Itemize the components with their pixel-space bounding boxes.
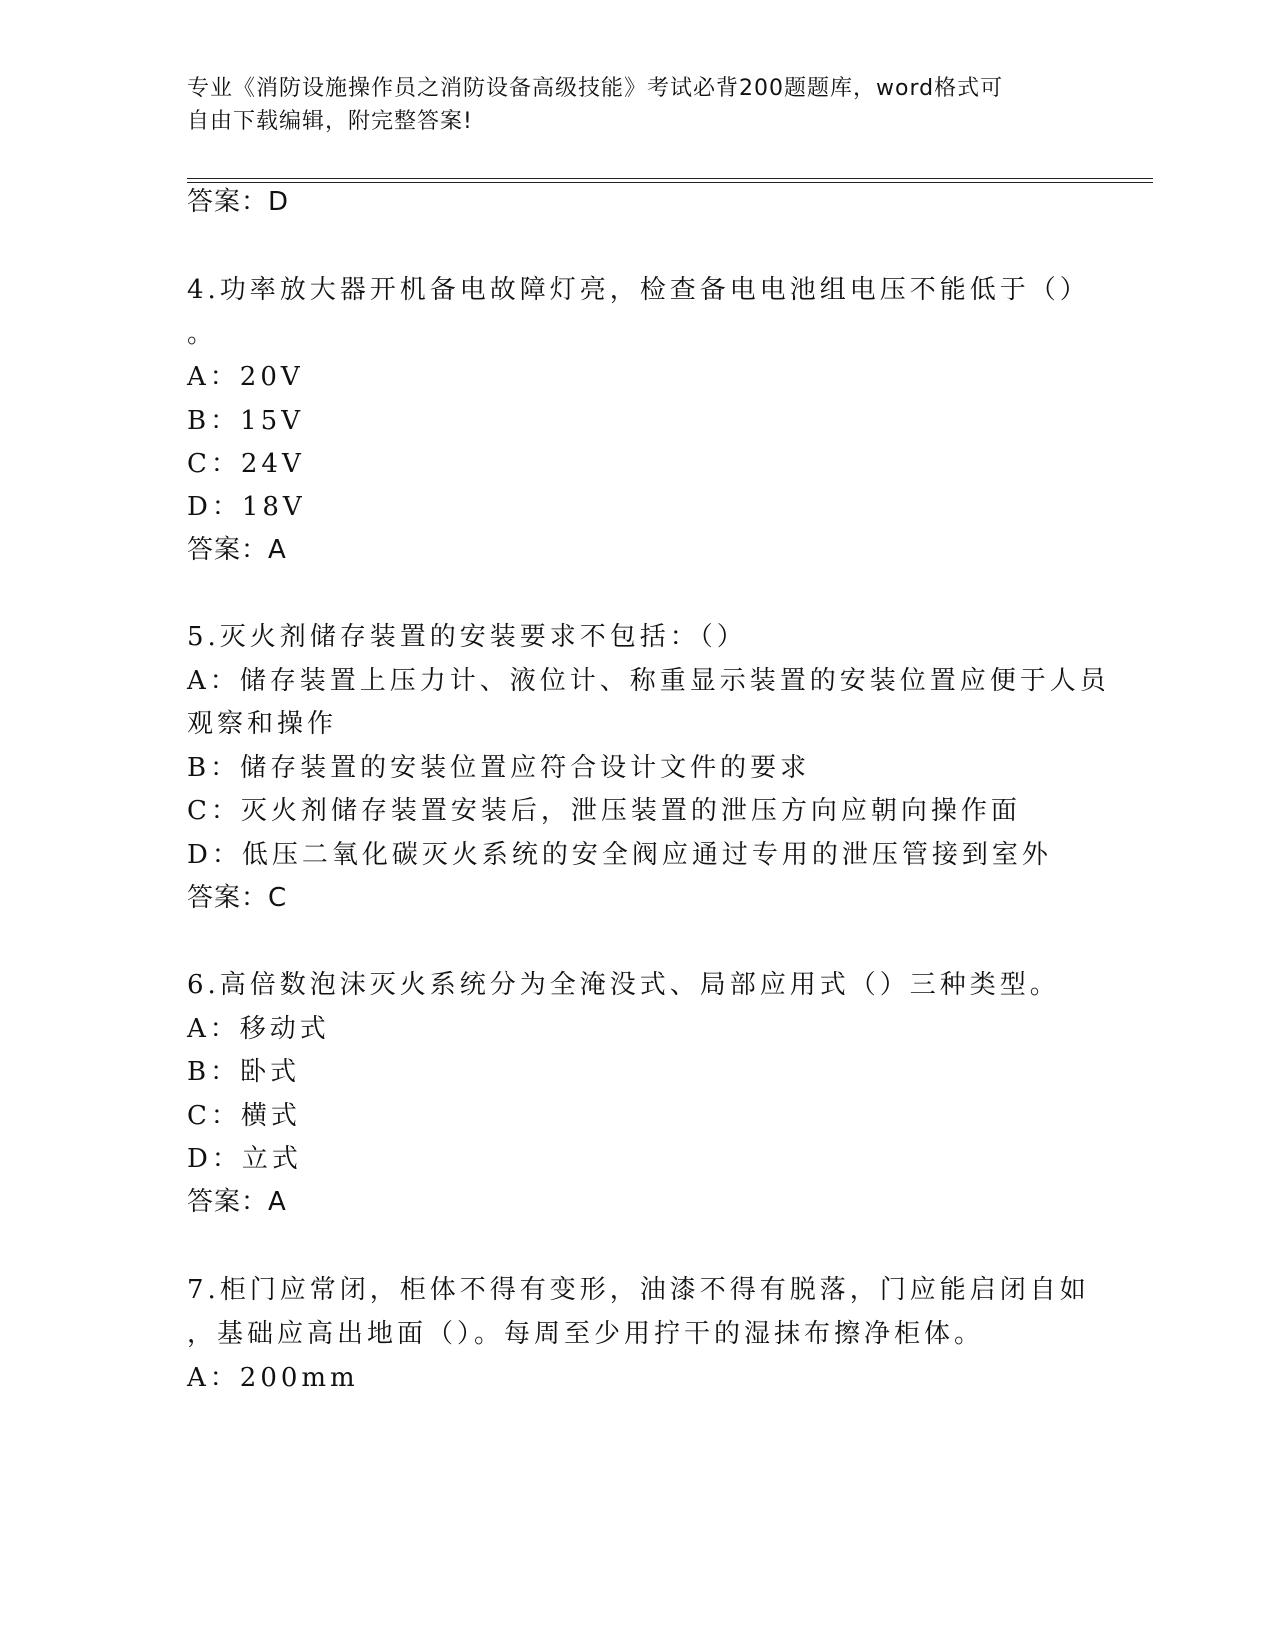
q4-stem-line-2: 。 bbox=[187, 319, 218, 349]
header-divider-top bbox=[187, 178, 1153, 179]
q7-option-a: A：200mm bbox=[187, 1363, 359, 1393]
q5-option-a-line-1: A：储存装置上压力计、液位计、称重显示装置的安装位置应便于人员 bbox=[187, 666, 1110, 696]
q4-option-b: B：15V bbox=[187, 406, 304, 436]
q5-option-a-line-2: 观察和操作 bbox=[187, 709, 338, 739]
q4-answer: 答案：A bbox=[187, 535, 287, 565]
header-line-2: 自由下载编辑，附完整答案! bbox=[187, 109, 473, 134]
q6-stem: 6.高倍数泡沫灭火系统分为全淹没式、局部应用式（）三种类型。 bbox=[187, 970, 1060, 1000]
q6-option-c: C：横式 bbox=[187, 1101, 301, 1131]
q4-option-a: A：20V bbox=[187, 362, 304, 392]
document-header bbox=[187, 72, 1067, 138]
q6-option-b: B：卧式 bbox=[187, 1057, 301, 1087]
header-divider-bottom bbox=[187, 182, 1153, 183]
q4-option-d: D：18V bbox=[187, 492, 306, 522]
q6-option-d: D：立式 bbox=[187, 1144, 302, 1174]
q4-stem-line-1: 4.功率放大器开机备电故障灯亮，检查备电电池组电压不能低于（） bbox=[187, 275, 1090, 305]
q5-option-b: B：储存装置的安装位置应符合设计文件的要求 bbox=[187, 753, 811, 783]
q5-stem: 5.灭火剂储存装置的安装要求不包括：（） bbox=[187, 622, 747, 652]
q5-option-d: D：低压二氧化碳灭火系统的安全阀应通过专用的泄压管接到室外 bbox=[187, 840, 1052, 870]
q5-option-c: C：灭火剂储存装置安装后，泄压装置的泄压方向应朝向操作面 bbox=[187, 796, 1021, 826]
q4-option-c: C：24V bbox=[187, 449, 305, 479]
q7-stem-line-1: 7.柜门应常闭，柜体不得有变形，油漆不得有脱落，门应能启闭自如 bbox=[187, 1275, 1090, 1305]
q3-answer: 答案：D bbox=[187, 187, 290, 217]
q6-answer: 答案：A bbox=[187, 1187, 287, 1217]
q7-stem-line-2: ，基础应高出地面（）。每周至少用拧干的湿抹布擦净柜体。 bbox=[187, 1319, 985, 1349]
q5-answer: 答案：C bbox=[187, 883, 288, 913]
header-line-1: 专业《消防设施操作员之消防设备高级技能》考试必背200题题库，word格式可 bbox=[187, 76, 1004, 101]
q6-option-a: A：移动式 bbox=[187, 1014, 330, 1044]
